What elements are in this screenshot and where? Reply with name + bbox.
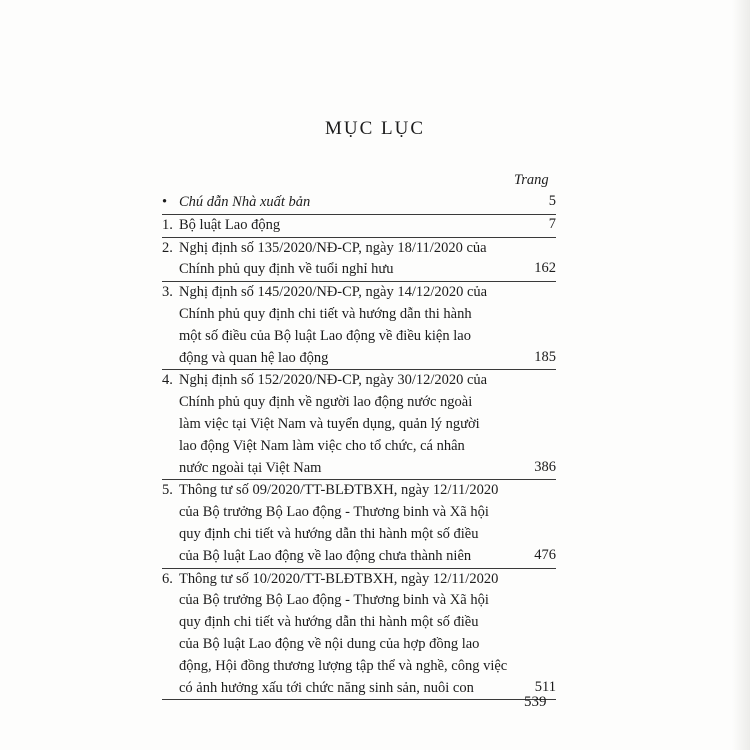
toc-entry-page: 162 <box>534 260 556 277</box>
toc-entry-text: nước ngoài tại Việt Nam <box>179 459 322 476</box>
toc-entry-number: 6. <box>162 570 173 587</box>
toc-entry-text: động, Hội đồng thương lượng tập thể và nghề, công việc <box>179 657 508 674</box>
toc-entry <box>162 192 556 215</box>
toc-entry-text: quy định chi tiết và hướng dẫn thi hành một số điều <box>179 614 479 631</box>
toc-entry-text: Nghị định số 145/2020/NĐ-CP, ngày 14/12/2020 của <box>179 284 488 301</box>
toc-title: MỤC LỤC <box>324 118 426 139</box>
toc-entry-text: động và quan hệ lao động <box>179 349 329 366</box>
page-number: 539 <box>524 694 547 710</box>
toc-entry-text: quy định chi tiết và hướng dẫn thi hành một số điều <box>179 525 479 542</box>
toc-entry <box>162 238 556 283</box>
toc-entry-text: Nghị định số 135/2020/NĐ-CP, ngày 18/11/2020 của <box>179 239 487 256</box>
toc-entry-page: 7 <box>548 215 556 232</box>
toc-entry-page: 476 <box>534 546 556 563</box>
toc-entry-text: Thông tư số 10/2020/TT-BLĐTBXH, ngày 12/11/2020 <box>179 570 499 587</box>
toc-entry-first-line <box>162 238 556 260</box>
page-edge-shadow <box>732 0 750 750</box>
toc-entry <box>162 282 556 370</box>
toc-entry-text: Chính phủ quy định chi tiết và hướng dẫn thi hành <box>179 305 472 322</box>
toc-entry-text: Chính phủ quy định về người lao động nước ngoài <box>179 394 473 411</box>
toc-entry-number: 3. <box>162 284 173 301</box>
toc-entry-number: 1. <box>162 216 173 233</box>
toc-entry-first-line <box>162 370 556 392</box>
toc-entry-text: của Bộ luật Lao động về nội dung của hợp đồng lao <box>179 635 480 652</box>
table-of-contents <box>162 192 556 700</box>
toc-entry-number: 2. <box>162 239 173 256</box>
toc-entry-text: của Bộ trưởng Bộ Lao động - Thương binh và Xã hội <box>179 504 489 521</box>
toc-entry-text: Bộ luật Lao động <box>179 216 281 233</box>
toc-entry-page: 185 <box>534 348 556 365</box>
toc-entry-first-line <box>162 215 556 237</box>
toc-entry-text: của Bộ luật Lao động về lao động chưa thành niên <box>179 547 472 564</box>
toc-entry-text: làm việc tại Việt Nam và tuyển dụng, quản lý người <box>179 415 480 432</box>
toc-entry-first-line <box>162 480 556 502</box>
toc-entry-text: Chú dẫn Nhà xuất bản <box>179 194 311 210</box>
toc-entry-text: Chính phủ quy định về tuổi nghỉ hưu <box>179 261 394 278</box>
toc-entry-first-line <box>162 282 556 304</box>
toc-entry <box>162 370 556 480</box>
toc-entry <box>162 215 556 238</box>
toc-entry <box>162 480 556 568</box>
toc-entry-number: 4. <box>162 372 173 389</box>
toc-entry-number: • <box>162 194 168 210</box>
toc-entry-text: Nghị định số 152/2020/NĐ-CP, ngày 30/12/2020 của <box>179 372 488 389</box>
toc-entry-number: 5. <box>162 482 173 499</box>
page-column-header: Trang <box>514 172 549 188</box>
toc-entry <box>162 569 556 701</box>
toc-entry-text: của Bộ trưởng Bộ Lao động - Thương binh và Xã hội <box>179 592 489 609</box>
toc-entry-first-line <box>162 569 556 591</box>
toc-entry-page: 511 <box>534 678 556 695</box>
toc-entry-first-line <box>162 192 556 214</box>
toc-entry-text: có ảnh hưởng xấu tới chức năng sinh sản, nuôi con <box>179 679 474 696</box>
toc-entry-page: 386 <box>534 458 556 475</box>
toc-entry-text: lao động Việt Nam làm việc cho tổ chức, cá nhân <box>179 437 465 454</box>
toc-entry-page: 5 <box>548 193 556 209</box>
toc-entry-text: một số điều của Bộ luật Lao động về điều kiện lao <box>179 327 471 344</box>
toc-entry-text: Thông tư số 09/2020/TT-BLĐTBXH, ngày 12/11/2020 <box>179 482 499 499</box>
